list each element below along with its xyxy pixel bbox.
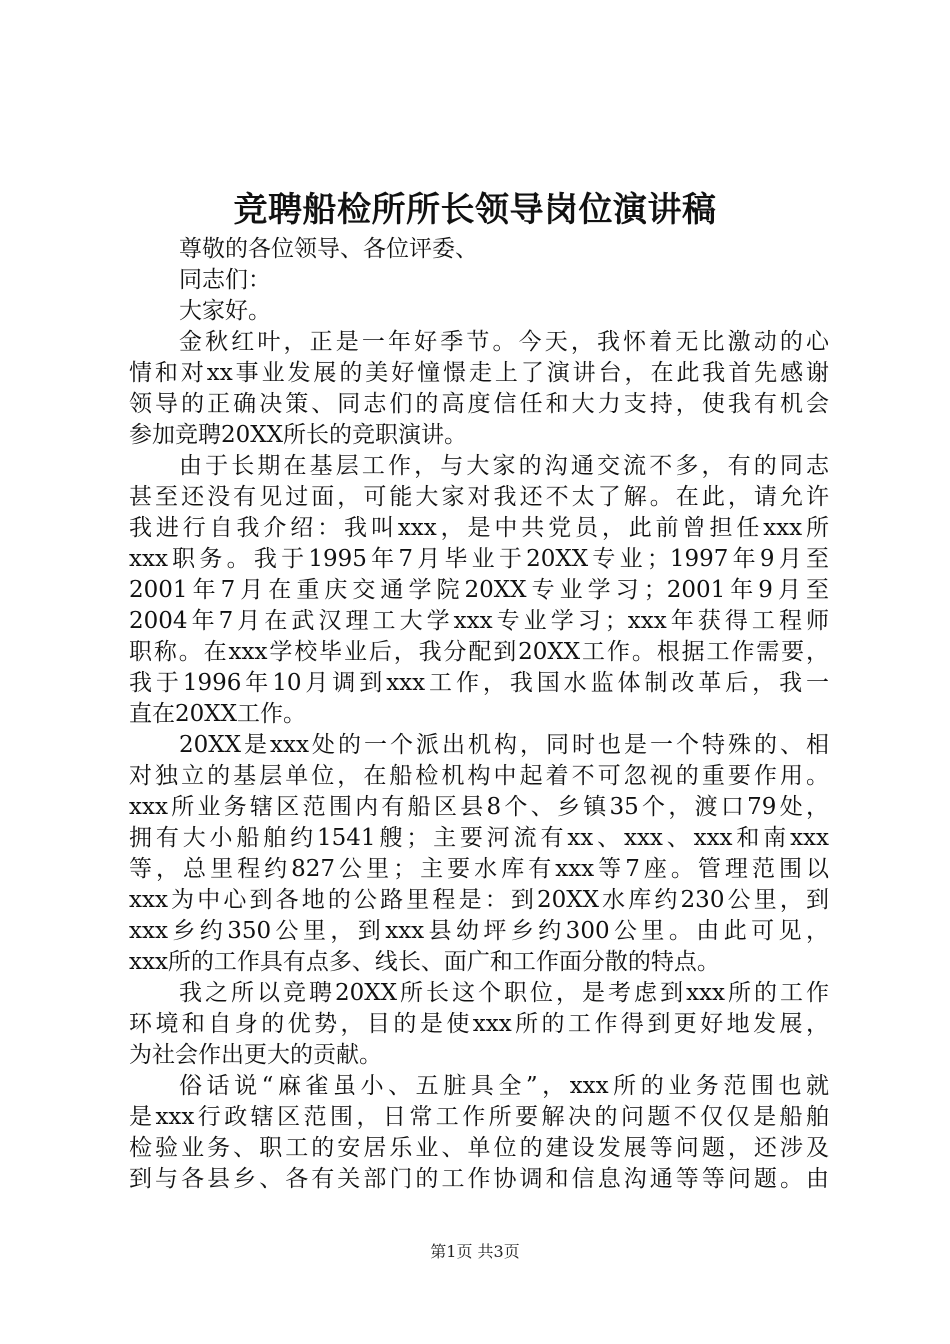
text-line: 甚至还没有见过面，可能大家对我还不太了解。在此，请允许	[129, 484, 829, 510]
text-line: 为社会作出更大的贡献。	[129, 1042, 382, 1068]
text-line: 对独立的基层单位，在船检机构中起着不可忽视的重要作用。	[129, 763, 829, 789]
text-line: xxx所的工作具有点多、线长、面广和工作面分散的特点。	[129, 949, 720, 975]
text-line: 领导的正确决策、同志们的高度信任和大力支持，使我有机会	[129, 391, 829, 417]
text-line: 我进行自我介绍：我叫xxx，是中共党员，此前曾担任xxx所	[129, 515, 829, 541]
text-line: 等，总里程约827公里；主要水库有xxx等7座。管理范围以	[129, 856, 829, 882]
paragraph	[129, 730, 829, 978]
paragraph	[129, 265, 829, 296]
text-line: xxx职务。我于1995年7月毕业于20XX专业；1997年9月至	[129, 546, 829, 572]
document-body	[129, 234, 829, 1195]
paragraph	[129, 327, 829, 451]
text-line: 职称。在xxx学校毕业后，我分配到20XX工作。根据工作需要，	[129, 639, 829, 665]
text-line: 尊敬的各位领导、各位评委、	[179, 236, 478, 262]
text-line: 情和对xx事业发展的美好憧憬走上了演讲台，在此我首先感谢	[129, 360, 829, 386]
text-line: 参加竞聘20XX所长的竞职演讲。	[129, 422, 468, 448]
text-line: xxx乡约350公里，到xxx县幼坪乡约300公里。由此可见，	[129, 918, 829, 944]
text-line: 金秋红叶，正是一年好季节。今天，我怀着无比激动的心	[179, 329, 829, 355]
text-line: 20XX是xxx处的一个派出机构，同时也是一个特殊的、相	[179, 732, 829, 758]
paragraph	[129, 296, 829, 327]
text-line: 环境和自身的优势，目的是使xxx所的工作得到更好地发展，	[129, 1011, 829, 1037]
text-line: 同志们：	[179, 267, 271, 293]
text-line: 拥有大小船舶约1541艘；主要河流有xx、xxx、xxx和南xxx	[129, 825, 829, 851]
text-line: 我之所以竞聘20XX所长这个职位，是考虑到xxx所的工作	[179, 980, 829, 1006]
paragraph	[129, 978, 829, 1071]
text-line: 检验业务、职工的安居乐业、单位的建设发展等问题，还涉及	[129, 1135, 829, 1161]
text-line: 直在20XX工作。	[129, 701, 307, 727]
paragraph	[129, 451, 829, 730]
paragraph	[129, 234, 829, 265]
text-line: 俗话说“麻雀虽小、五脏具全”，xxx所的业务范围也就	[179, 1073, 829, 1099]
text-line: xxx为中心到各地的公路里程是：到20XX水库约230公里，到	[129, 887, 829, 913]
text-line: 是xxx行政辖区范围，日常工作所要解决的问题不仅仅是船舶	[129, 1104, 829, 1130]
text-line: xxx所业务辖区范围内有船区县8个、乡镇35个，渡口79处，	[129, 794, 829, 820]
text-line: 2001年7月在重庆交通学院20XX专业学习；2001年9月至	[129, 577, 829, 603]
document-title: 竞聘船检所所长领导岗位演讲稿	[233, 190, 717, 230]
text-line: 我于1996年10月调到xxx工作，我国水监体制改革后，我一	[129, 670, 829, 696]
text-line: 到与各县乡、各有关部门的工作协调和信息沟通等等问题。由	[129, 1166, 829, 1192]
paragraph	[129, 1071, 829, 1195]
page-footer: 第1页 共3页	[430, 1242, 520, 1261]
text-line: 由于长期在基层工作，与大家的沟通交流不多，有的同志	[179, 453, 829, 479]
text-line: 大家好。	[179, 298, 271, 324]
text-line: 2004年7月在武汉理工大学xxx专业学习；xxx年获得工程师	[129, 608, 829, 634]
